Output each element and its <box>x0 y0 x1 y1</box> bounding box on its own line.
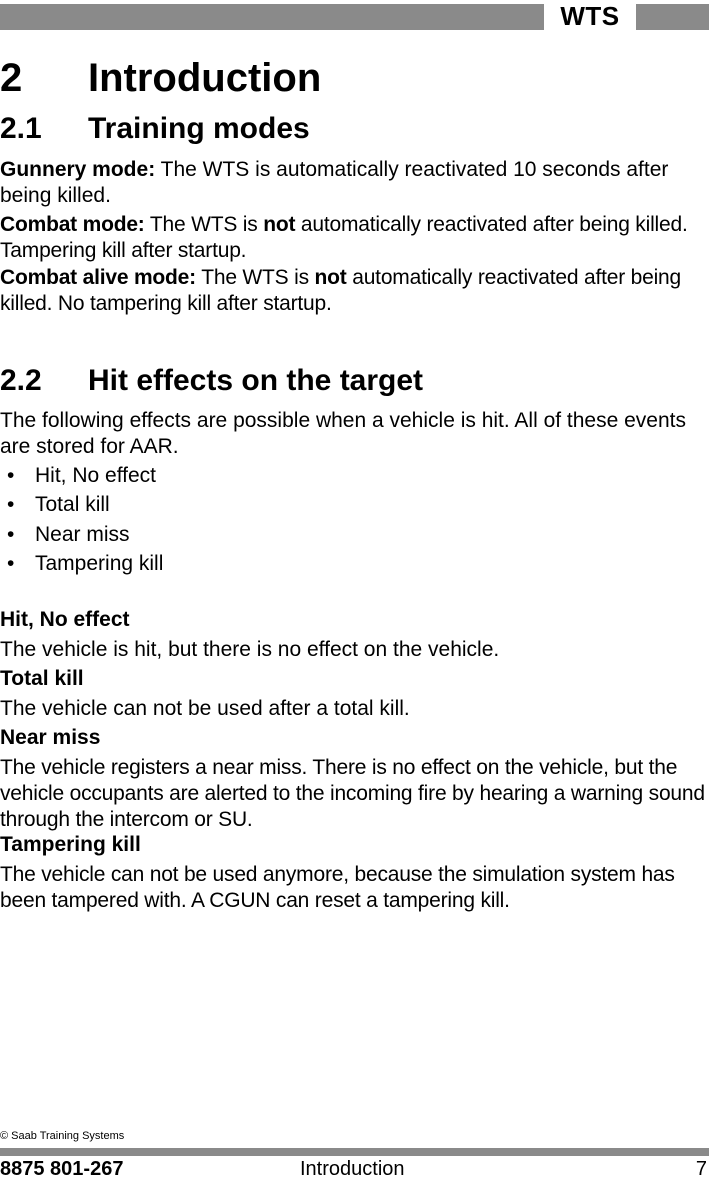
list-item-text: Total kill <box>35 493 110 517</box>
hit-no-effect-heading: Hit, No effect <box>0 608 130 631</box>
gunnery-mode-text: The WTS is automatically reactivated 10 seconds after being killed. <box>0 158 669 207</box>
list-item-text: Tampering kill <box>35 551 164 575</box>
copyright-notice: © Saab Training Systems <box>0 1130 125 1142</box>
list-item <box>0 520 163 549</box>
combat-alive-mode-text-a: The WTS is <box>195 266 315 289</box>
tampering-kill-body: The vehicle can not be used anymore, because the simulation system has been tampered with. A CGUN can reset a tampering kill. <box>0 863 675 912</box>
section-number: 2.2 <box>0 364 42 397</box>
combat-mode-text-b: automatically reactivated after being killed. Tampering kill after startup. <box>0 213 688 262</box>
section-heading-training-modes <box>0 111 310 147</box>
gunnery-mode-label: Gunnery mode: <box>0 158 156 181</box>
combat-alive-mode-label: Combat alive mode: <box>0 266 196 289</box>
chapter-heading <box>0 54 321 102</box>
section-title: Training modes <box>88 112 310 145</box>
bullet-icon: • <box>7 522 15 546</box>
chapter-title: Introduction <box>88 56 322 100</box>
combat-alive-mode-paragraph <box>0 265 705 317</box>
list-item <box>0 490 163 519</box>
combat-alive-mode-text-b: automatically reactivated after being killed. No tampering kill after startup. <box>0 266 682 315</box>
total-kill-heading: Total kill <box>0 667 84 690</box>
list-item-text: Hit, No effect <box>35 464 156 487</box>
hit-no-effect-body: The vehicle is hit, but there is no effect on the vehicle. <box>0 638 500 661</box>
combat-mode-label: Combat mode: <box>0 213 145 236</box>
page-number: 7 <box>695 1158 707 1180</box>
tampering-kill-heading: Tampering kill <box>0 833 141 856</box>
combat-mode-text-a: The WTS is <box>144 213 264 236</box>
hit-effects-list <box>0 461 163 578</box>
bullet-icon: • <box>7 551 15 575</box>
bullet-icon: • <box>7 493 15 517</box>
list-item-text: Near miss <box>35 522 130 546</box>
combat-mode-emphasis: not <box>263 213 296 236</box>
header-tag: WTS <box>544 0 636 30</box>
section-title: Hit effects on the target <box>88 364 424 397</box>
list-item <box>0 549 163 578</box>
document-number: 8875 801-267 <box>0 1158 124 1180</box>
footer-section-title: Introduction <box>300 1158 405 1180</box>
near-miss-heading: Near miss <box>0 726 101 749</box>
hit-effects-intro: The following effects are possible when a vehicle is hit. All of these events are stored for AAR. <box>0 409 686 458</box>
footer-bar <box>0 1148 709 1156</box>
chapter-number: 2 <box>0 56 23 100</box>
section-number: 2.1 <box>0 112 42 145</box>
gunnery-mode-paragraph <box>0 157 705 209</box>
bullet-icon: • <box>7 464 15 487</box>
combat-mode-paragraph <box>0 212 705 264</box>
total-kill-body: The vehicle can not be used after a total kill. <box>0 697 410 720</box>
section-heading-hit-effects <box>0 363 423 399</box>
list-item <box>0 461 163 490</box>
combat-alive-mode-emphasis: not <box>314 266 347 289</box>
near-miss-body: The vehicle registers a near miss. There is no effect on the vehicle, but the vehicle occupants are alerted to the incoming fire by hearing a warning sound through the intercom or SU. <box>0 756 705 831</box>
